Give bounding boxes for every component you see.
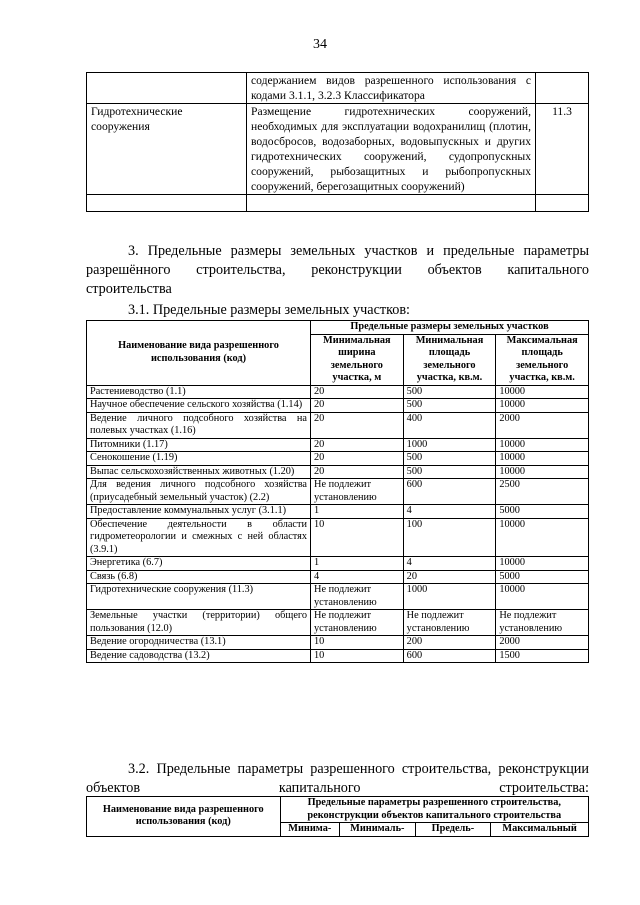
table-cell	[87, 195, 247, 212]
table-row	[87, 570, 589, 584]
min-area-cell: 500	[403, 452, 496, 466]
use-name-cell: Выпас сельскохозяйственных животных (1.20)	[87, 465, 311, 479]
min-area-cell: 200	[403, 636, 496, 650]
use-name-cell: Гидротехнические сооружения (11.3)	[87, 584, 311, 610]
column-header: Максимальная площадь земельного участка, кв.м.	[496, 334, 589, 385]
table-row	[87, 412, 589, 438]
table-row	[87, 610, 589, 636]
max-area-cell: 10000	[496, 452, 589, 466]
min-width-cell: 20	[311, 385, 404, 399]
table-row	[87, 649, 589, 663]
min-width-cell: 20	[311, 452, 404, 466]
min-area-cell: 400	[403, 412, 496, 438]
column-header: Наименование вида разрешенного использования (код)	[87, 321, 311, 386]
use-name-cell: Энергетика (6.7)	[87, 557, 311, 571]
table-cell	[87, 73, 247, 104]
column-group-header: Предельные параметры разрешенного строительства, реконструкции объектов капитального строительства	[280, 797, 588, 823]
max-area-cell: 10000	[496, 399, 589, 413]
max-area-cell: 10000	[496, 438, 589, 452]
table-row	[87, 73, 589, 104]
table-row	[87, 518, 589, 557]
use-name-cell: Связь (6.8)	[87, 570, 311, 584]
use-name-cell: Питомники (1.17)	[87, 438, 311, 452]
max-area-cell: 2000	[496, 412, 589, 438]
use-name-cell: Обеспечение деятельности в области гидрометеорологии и смежных с ней областях (3.9.1)	[87, 518, 311, 557]
table-cell	[247, 195, 536, 212]
use-name-cell: Предоставление коммунальных услуг (3.1.1)	[87, 505, 311, 519]
table-header-row	[87, 321, 589, 335]
max-area-cell: 1500	[496, 649, 589, 663]
page-number: 34	[313, 37, 327, 52]
table-row	[87, 104, 589, 195]
land-plot-size-table	[86, 320, 589, 663]
max-area-cell: 2500	[496, 479, 589, 505]
min-area-cell: 500	[403, 465, 496, 479]
min-width-cell: 20	[311, 399, 404, 413]
table-row	[87, 195, 589, 212]
table-row	[87, 636, 589, 650]
max-area-cell: 10000	[496, 557, 589, 571]
min-area-cell: 600	[403, 479, 496, 505]
table-cell	[536, 195, 589, 212]
min-area-cell: 600	[403, 649, 496, 663]
min-area-cell: 500	[403, 385, 496, 399]
min-area-cell: 1000	[403, 438, 496, 452]
section-heading: 3. Предельные размеры земельных участков и предельные параметры разрешённого строительства, реконструкции объектов капитального строительства	[86, 243, 589, 297]
max-area-cell: 5000	[496, 570, 589, 584]
table-row	[87, 479, 589, 505]
min-area-cell: 4	[403, 505, 496, 519]
min-width-cell: 1	[311, 557, 404, 571]
table-cell	[536, 73, 589, 104]
use-name-cell: Для ведения личного подсобного хозяйства (приусадебный земельный участок) (2.2)	[87, 479, 311, 505]
min-width-cell: 4	[311, 570, 404, 584]
column-header: Предель-	[415, 823, 491, 837]
min-area-cell: 1000	[403, 584, 496, 610]
max-area-cell: 10000	[496, 465, 589, 479]
column-header: Наименование вида разрешенного использования (код)	[87, 797, 281, 837]
max-area-cell: 10000	[496, 584, 589, 610]
max-area-cell: 10000	[496, 518, 589, 557]
table-row	[87, 584, 589, 610]
column-header: Минималь-	[340, 823, 416, 837]
min-area-cell: Не подлежит установлению	[403, 610, 496, 636]
use-name-cell: Ведение огородничества (13.1)	[87, 636, 311, 650]
min-width-cell: Не подлежит установлению	[311, 610, 404, 636]
table-row	[87, 505, 589, 519]
table-header-row	[87, 797, 589, 823]
min-width-cell: 10	[311, 649, 404, 663]
table-row	[87, 452, 589, 466]
min-width-cell: Не подлежит установлению	[311, 584, 404, 610]
use-name-cell: Ведение личного подсобного хозяйства на полевых участках (1.16)	[87, 412, 311, 438]
use-code-cell: 11.3	[536, 104, 589, 195]
min-width-cell: 1	[311, 505, 404, 519]
table-row	[87, 557, 589, 571]
use-description-cell: Размещение гидротехнических сооружений, необходимых для эксплуатации водохранилищ (плотин, водосбросов, водозаборных, водовыпускных и других гидротехнических сооружений, судопропускных сооружений, рыбозащитных и рыбопропускных сооружений, берегозащитных сооружений)	[247, 104, 536, 195]
min-width-cell: Не подлежит установлению	[311, 479, 404, 505]
use-name-cell: Растениеводство (1.1)	[87, 385, 311, 399]
permitted-use-table-continuation	[86, 72, 589, 212]
min-width-cell: 20	[311, 438, 404, 452]
min-width-cell: 10	[311, 518, 404, 557]
column-header: Минимальная площадь земельного участка, кв.м.	[403, 334, 496, 385]
use-name-cell: Научное обеспечение сельского хозяйства (1.14)	[87, 399, 311, 413]
construction-parameters-table	[86, 796, 589, 837]
table-row	[87, 438, 589, 452]
min-area-cell: 20	[403, 570, 496, 584]
table-row	[87, 465, 589, 479]
column-header: Минима-	[280, 823, 339, 837]
min-area-cell: 4	[403, 557, 496, 571]
min-width-cell: 20	[311, 465, 404, 479]
subsection-heading: 3.1. Предельные размеры земельных участков:	[128, 302, 410, 318]
max-area-cell: 10000	[496, 385, 589, 399]
use-name-cell: Сенокошение (1.19)	[87, 452, 311, 466]
max-area-cell: 2000	[496, 636, 589, 650]
min-width-cell: 20	[311, 412, 404, 438]
min-area-cell: 500	[403, 399, 496, 413]
subsection-heading: 3.2. Предельные параметры разрешенного строительства, реконструкции объектов капитального строительства:	[86, 761, 589, 796]
max-area-cell: 5000	[496, 505, 589, 519]
min-width-cell: 10	[311, 636, 404, 650]
table-row	[87, 399, 589, 413]
table-cell: содержанием видов разрешенного использования с кодами 3.1.1, 3.2.3 Классификатора	[247, 73, 536, 104]
column-header: Максимальный	[491, 823, 589, 837]
use-name-cell: Земельные участки (территории) общего пользования (12.0)	[87, 610, 311, 636]
min-area-cell: 100	[403, 518, 496, 557]
max-area-cell: Не подлежит установлению	[496, 610, 589, 636]
table-row	[87, 385, 589, 399]
use-name-cell: Гидротехнические сооружения	[87, 104, 247, 195]
column-header: Минимальная ширина земельного участка, м	[311, 334, 404, 385]
column-group-header: Предельные размеры земельных участков	[311, 321, 589, 335]
use-name-cell: Ведение садоводства (13.2)	[87, 649, 311, 663]
